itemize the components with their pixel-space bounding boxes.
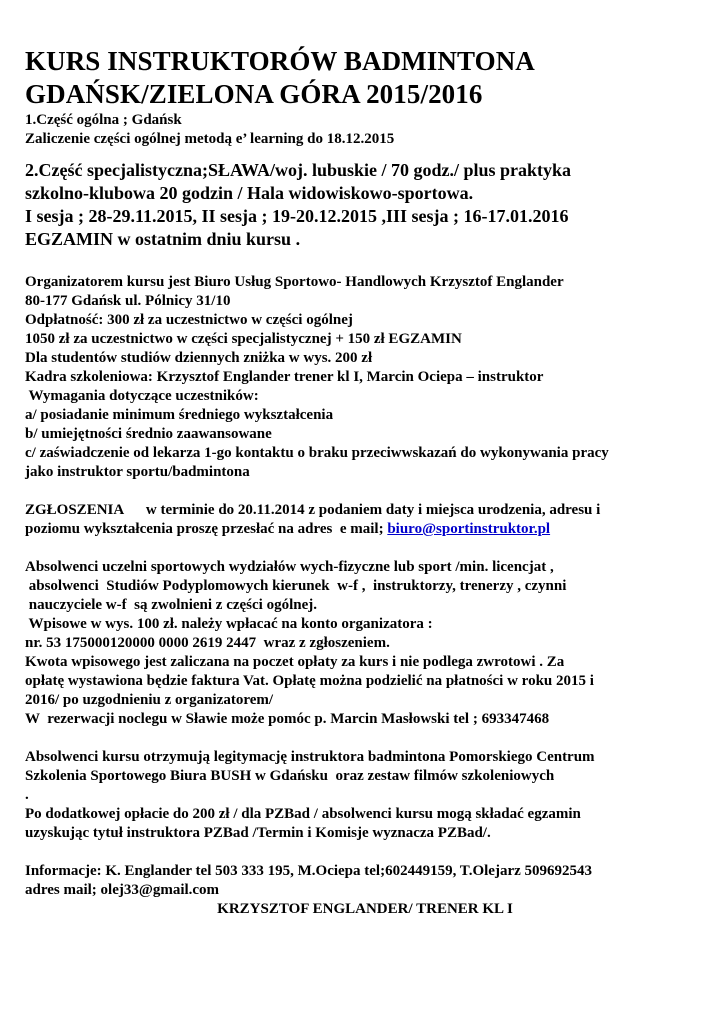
document-page [25,45,705,919]
email-link[interactable]: biuro@sportinstruktor.pl [387,521,551,537]
graduates-line: Absolwenci uczelni sportowych wydziałów wych-fizyczne lub sport /min. licencjat , [25,559,554,575]
organizer-line: a/ posiadanie minimum średniego wykształcenia [25,407,334,423]
certificate-line: uzyskując tytuł instruktora PZBad /Termin i Komisje wyznacza PZBad/. [25,825,491,841]
graduates-section [25,558,705,729]
part2-line-3: I sesja ; 28-29.11.2015, II sesja ; 19-20.12.2015 ,III sesja ; 16-17.01.2016 [25,206,569,226]
info-section [25,862,705,919]
part2-line-2: szkolno-klubowa 20 godzin / Hala widowiskowo-sportowa. [25,183,474,203]
organizer-line: Organizatorem kursu jest Biuro Usług Sportowo- Handlowych Krzysztof Englander [25,274,564,290]
organizer-line: 80-177 Gdańsk ul. Pólnicy 31/10 [25,293,231,309]
graduates-line: Kwota wpisowego jest zaliczana na poczet opłaty za kurs i nie podlega zwrotowi . Za [25,654,565,670]
certificate-line: Po dodatkowej opłacie do 200 zł / dla PZBad / absolwenci kursu mogą składać egzamin [25,806,581,822]
organizer-line: Dla studentów studiów dziennych zniżka w wys. 200 zł [25,350,373,366]
info-email: adres mail; olej33@gmail.com [25,882,220,898]
organizer-line: Odpłatność: 300 zł za uczestnictwo w części ogólnej [25,312,353,328]
certificate-line: Szkolenia Sportowego Biura BUSH w Gdańsku oraz zestaw filmów szkoleniowych [25,768,555,784]
title-line-2: GDAŃSK/ZIELONA GÓRA 2015/2016 [25,79,483,109]
graduates-line: 2016/ po uzgodnieniu z organizatorem/ [25,692,274,708]
graduates-line: W rezerwacji noclegu w Sławie może pomóc p. Marcin Masłowski tel ; 693347468 [25,711,550,727]
graduates-line: nr. 53 175000120000 0000 2619 2447 wraz z zgłoszeniem. [25,635,390,651]
part2-line-4: EGZAMIN w ostatnim dniu kursu . [25,229,301,249]
certificate-line: . [25,787,29,803]
applications-section [25,501,705,539]
graduates-line: nauczyciele w-f są zwolnieni z części ogólnej. [25,597,318,613]
organizer-line: jako instruktor sportu/badmintona [25,464,250,480]
applications-line-2-text: poziomu wykształcenia proszę przesłać na adres e mail; [25,521,388,537]
organizer-line: 1050 zł za uczestnictwo w części specjalistycznej + 150 zł EGZAMIN [25,331,462,347]
organizer-section [25,273,705,482]
graduates-line: opłatę wystawiona będzie faktura Vat. Opłatę można podzielić na płatności w roku 2015 i [25,673,594,689]
applications-line-2 [25,520,705,539]
applications-line-1: ZGŁOSZENIA w terminie do 20.11.2014 z podaniem daty i miejsca urodzenia, adresu i [25,502,601,518]
organizer-line: Wymagania dotyczące uczestników: [25,388,259,404]
info-contacts: Informacje: K. Englander tel 503 333 195, M.Ociepa tel;602449159, T.Olejarz 509692543 [25,863,593,879]
part2-line-1: 2.Część specjalistyczna;SŁAWA/woj. lubuskie / 70 godz./ plus praktyka [25,160,572,180]
graduates-line: Wpisowe w wys. 100 zł. należy wpłacać na konto organizatora : [25,616,433,632]
signature: KRZYSZTOF ENGLANDER/ TRENER KL I [217,901,513,917]
organizer-line: Kadra szkoleniowa: Krzysztof Englander trener kl I, Marcin Ociepa – instruktor [25,369,544,385]
graduates-line: absolwenci Studiów Podyplomowych kierunek w-f , instruktorzy, trenerzy , czynni [25,578,567,594]
organizer-line: b/ umiejętności średnio zaawansowane [25,426,272,442]
certificate-line: Absolwenci kursu otrzymują legitymację instruktora badmintona Pomorskiego Centrum [25,749,595,765]
organizer-line: c/ zaświadczenie od lekarza 1-go kontaktu o braku przeciwwskazań do wykonywania pracy [25,445,609,461]
certificate-section [25,748,705,843]
title-line-1: KURS INSTRUKTORÓW BADMINTONA [25,46,535,76]
part1-elearning: Zaliczenie części ogólnej metodą e’ learning do 18.12.2015 [25,131,395,147]
part1-heading: 1.Część ogólna ; Gdańsk [25,112,182,128]
